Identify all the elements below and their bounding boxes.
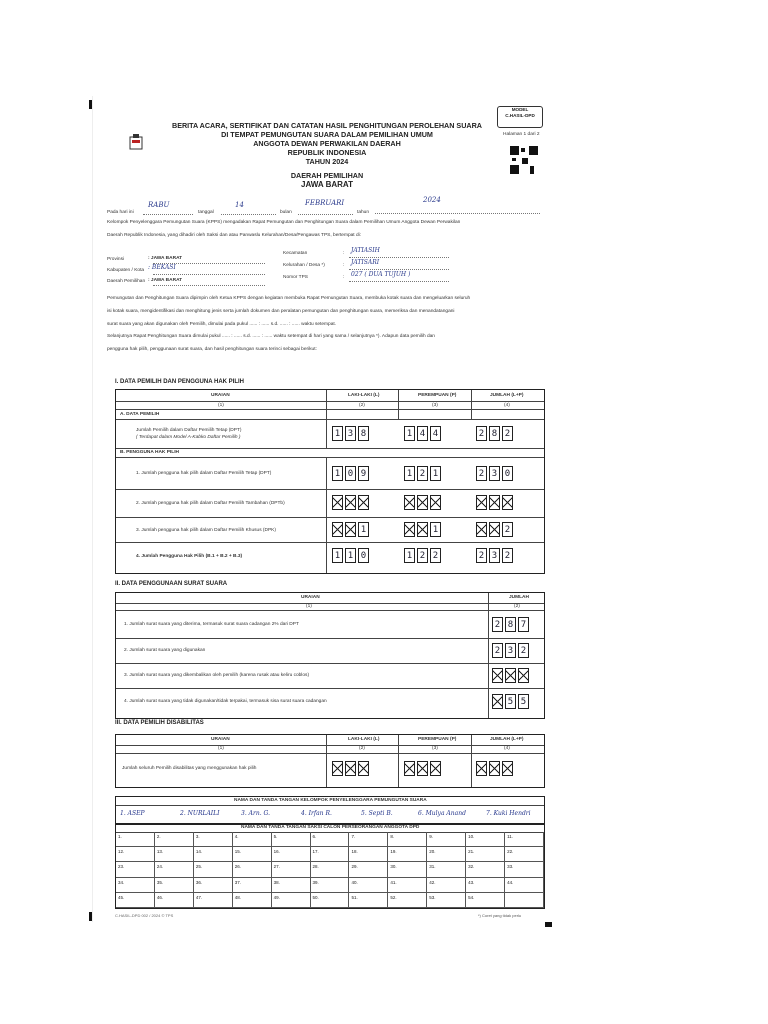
b4-t-digits[interactable] [476,548,513,563]
saksi-number: 45. [118,894,125,900]
body-line-4: Selanjutnya Rapat Penghitungan Suara dimulai pukul ...... : ...... s.d. ...... : ...... waktu setempat di hari yang sama / selanjutnya *). Adapun data pemilih dan [107,334,435,339]
digit-box[interactable]: 2 [417,466,428,481]
section-b-title: B. PENGGUNA HAK PILIH [120,450,179,455]
s2-row-2-digits[interactable] [492,643,529,658]
intro-line-2: Daerah Republik Indonesia, yang dihadiri oleh Saksi dan atau Panwaslu Kelurahan/Desa/Pengawas TPS, bertempat di: [107,233,362,238]
section-3-table [115,734,545,788]
saksi-cell[interactable] [466,847,505,862]
saksi-number: 37. [234,879,241,885]
col-perempuan: PEREMPUAN (P) [418,393,457,398]
saksi-number: 49. [273,894,280,900]
crossed-digit-box[interactable] [332,761,343,776]
digit-box[interactable]: 0 [345,466,356,481]
saksi-number: 44. [507,879,514,885]
crossed-digit-box[interactable] [489,522,500,537]
saksi-cell[interactable] [194,862,233,877]
saksi-number: 9. [429,834,434,839]
saksi-title: NAMA DAN TANDA TANGAN SAKSI CALON PERSEORANGAN ANGGOTA DPD [241,825,420,830]
saksi-cell[interactable] [427,847,466,862]
digit-box[interactable]: 1 [430,466,441,481]
s3-col-perempuan: PEREMPUAN (P) [418,737,457,742]
saksi-number: 23. [118,864,125,870]
s2-row-3-digits[interactable] [492,668,529,683]
digit-box[interactable]: 1 [332,466,343,481]
saksi-cell[interactable] [388,832,427,847]
footer-right: *) Coret yang tidak perlu [478,913,522,918]
body-line-5: pengguna hak pilih, penggunaan surat suara, dan hasil penghitungan suara terinci sebagai berikut: [107,347,317,352]
saksi-cell[interactable] [505,893,544,908]
crossed-digit-box[interactable] [332,495,343,510]
crossed-digit-box[interactable] [417,761,428,776]
crossed-digit-box[interactable] [518,668,529,683]
body-line-1: Pemungutan dan Penghitungan Suara dipimpin oleh Ketua KPPS dengan kegiatan membuka Rapat Pemungutan Suara, membuka kotak suara dan mengeluarkan seluruh [107,296,471,301]
s3-row: Jumlah seluruh Pemilih disabilitas yang menggunakan hak pilih [122,766,257,771]
s3-col-laki: LAKI-LAKI (L) [348,737,380,742]
crossed-digit-box[interactable] [404,522,415,537]
saksi-grid [116,832,544,908]
saksi-number: 46. [156,894,164,900]
saksi-cell[interactable] [116,832,155,847]
idx-2: (2) [359,403,365,408]
year-label: tahun [357,210,370,215]
month-label: bulan [280,210,292,215]
s3-idx-3: (3) [432,746,438,751]
saksi-number: 32. [468,864,475,870]
month-field[interactable]: FEBRUARI [305,199,345,207]
saksi-number: 53. [429,894,436,900]
saksi-cell[interactable] [272,862,311,877]
saksi-number: 26. [234,864,241,870]
digit-box[interactable]: 1 [332,426,343,441]
saksi-cell[interactable] [233,847,272,862]
b3-p-digits[interactable] [404,522,441,537]
saksi-cell[interactable] [505,847,544,862]
saksi-number: 35. [156,879,164,885]
s2-col-uraian: URAIAN [301,595,320,600]
dpt-label-1: Jumlah Pemilih dalam Daftar Pemilih Tetap (DPT) [136,428,242,433]
saksi-cell[interactable] [116,878,155,893]
title-line-3: ANGGOTA DEWAN PERWAKILAN DAERAH [253,139,401,148]
saksi-cell[interactable] [194,893,233,908]
saksi-cell[interactable] [388,847,427,862]
crossed-digit-box[interactable] [502,495,513,510]
s2-idx-1: (1) [306,604,312,609]
kpps-sign-1[interactable]: 1. ASEP [120,810,145,817]
b2-l-digits[interactable] [332,495,369,510]
saksi-number: 8. [390,834,395,839]
saksi-cell[interactable] [388,893,427,908]
title-line-2: DI TEMPAT PEMUNGUTAN SUARA DALAM PEMILIHAN UMUM [221,130,433,139]
saksi-number: 42. [429,879,436,885]
s3-col-uraian: URAIAN [211,737,230,742]
s2-row-3: 3. Jumlah surat suara yang dikembalikan oleh pemilih (karena rusak atau keliru coblos) [124,673,310,678]
saksi-number: 12. [118,849,125,855]
digit-box[interactable]: 5 [505,694,516,709]
digit-box[interactable]: 3 [489,466,500,481]
digit-box[interactable]: 2 [430,548,441,563]
s2-idx-2: (2) [514,604,520,609]
saksi-cell[interactable] [194,878,233,893]
saksi-cell[interactable] [466,893,505,908]
saksi-number: 51. [351,894,358,900]
idx-1: (1) [218,403,224,408]
saksi-number: 10. [468,834,475,839]
digit-box[interactable]: 1 [345,548,356,563]
crossed-digit-box[interactable] [404,761,415,776]
kabkota-value[interactable]: : BEKASI [148,264,176,271]
saksi-number: 28. [312,864,319,870]
crossed-digit-box[interactable] [430,761,441,776]
saksi-number: 17. [312,849,319,855]
crossed-digit-box[interactable] [332,522,343,537]
saksi-cell[interactable] [155,862,194,877]
dpt-t-digits[interactable] [476,426,513,441]
kelurahan-label: Kelurahan / Desa *) [283,263,325,268]
digit-box[interactable]: 0 [502,466,513,481]
saksi-cell[interactable] [427,893,466,908]
digit-box[interactable]: 0 [358,548,369,563]
region-value: JAWA BARAT [301,180,353,189]
digit-box[interactable]: 4 [417,426,428,441]
dis-t-digits[interactable] [476,761,513,776]
crossed-digit-box[interactable] [476,761,487,776]
b1-t-digits[interactable] [476,466,513,481]
saksi-cell[interactable] [349,862,388,877]
s3-idx-1: (1) [218,746,224,751]
s3-idx-4: (4) [504,746,510,751]
crossed-digit-box[interactable] [492,668,503,683]
b3-l-digits[interactable] [332,522,369,537]
s2-row-2: 2. Jumlah surat suara yang digunakan [124,648,206,653]
dapil-label: Daerah Pemilihan [107,279,146,284]
saksi-cell[interactable] [311,878,350,893]
s3-idx-2: (2) [359,746,365,751]
model-code: C.HASIL-DPD [505,112,535,118]
saksi-number: 4. [234,834,239,839]
saksi-number: 50. [312,894,319,900]
saksi-cell[interactable] [311,893,350,908]
saksi-cell[interactable] [233,832,272,847]
saksi-number: 43. [468,879,475,885]
idx-4: (4) [504,403,510,408]
digit-box[interactable]: 2 [502,522,513,537]
crossed-digit-box[interactable] [430,495,441,510]
section-2-table [115,592,545,719]
crossed-digit-box[interactable] [417,522,428,537]
saksi-number: 5. [273,834,278,839]
title-line-4: REPUBLIK INDONESIA [287,148,367,157]
saksi-number: 21. [468,849,475,855]
saksi-number: 22. [507,849,514,855]
saksi-number: 27. [273,864,280,870]
saksi-number: 15. [234,849,241,855]
crossed-digit-box[interactable] [476,495,487,510]
saksi-number: 29. [351,864,358,870]
saksi-number: 20. [429,849,436,855]
body-line-2: isi kotak suara, mengidentifikasi dan menghitung jenis serta jumlah dokumen dan peralatan pemungutan dan penghitungan suara, memeriksa dan menandatangani [107,309,455,314]
dis-p-digits[interactable] [404,761,441,776]
saksi-cell[interactable] [466,862,505,877]
b1-l-digits[interactable] [332,466,369,481]
digit-box[interactable]: 2 [476,548,487,563]
digit-box[interactable]: 8 [358,426,369,441]
saksi-cell[interactable] [155,878,194,893]
saksi-number: 7. [351,834,356,839]
saksi-number: 52. [390,894,397,900]
tps-label: Nomor TPS [283,275,308,280]
dpt-label-2: ( Terdapat dalam Model A-Kabko Daftar Pemilih ) [136,435,241,440]
s3-col-jumlah: JUMLAH (L+P) [490,737,524,742]
col-laki: LAKI-LAKI (L) [348,393,380,398]
section-2-title: II. DATA PENGGUNAAN SURAT SUARA [115,581,228,587]
crossed-digit-box[interactable] [345,761,356,776]
idx-3: (3) [432,403,438,408]
kpps-sign-6[interactable]: 6. Mulya Anand [418,810,466,817]
footer-left: C.HASIL-DPD 002 / 2024 © TPS [115,913,174,918]
saksi-cell[interactable] [466,878,505,893]
saksi-number: 14. [195,849,203,855]
crossed-digit-box[interactable] [492,694,503,709]
section-1-table [115,389,545,574]
year-field[interactable]: 2024 [423,196,441,204]
digit-box[interactable]: 2 [417,548,428,563]
saksi-number: 13. [156,849,164,855]
title-line-1: BERITA ACARA, SERTIFIKAT DAN CATATAN HASIL PENGHITUNGAN PEROLEHAN SUARA [172,121,482,130]
saksi-cell[interactable] [388,878,427,893]
digit-box[interactable]: 3 [345,426,356,441]
saksi-cell[interactable] [272,832,311,847]
body-line-3: surat suara yang akan digunakan oleh Pemilih, dimulai pada pukul ...... : ...... s.d. ...... : ...... waktu setempat. [107,322,337,327]
dpt-p-digits[interactable] [404,426,441,441]
kpps-sign-5[interactable]: 5. Septi B. [361,810,393,817]
provinsi-value: : JAWA BARAT [148,256,183,261]
saksi-number: 19. [390,849,397,855]
digit-box[interactable]: 9 [358,466,369,481]
kpps-sign-3[interactable]: 3. Arn. G. [241,810,270,817]
saksi-number: 25. [195,864,203,870]
saksi-cell[interactable] [311,847,350,862]
saksi-cell[interactable] [427,862,466,877]
crossed-digit-box[interactable] [417,495,428,510]
kpps-sign-2[interactable]: 2. NURLAILI [180,810,220,817]
section-3-title: III. DATA PEMILIH DISABILITAS [115,720,204,726]
saksi-number: 31. [429,864,436,870]
model-label: MODEL [511,107,529,112]
saksi-number: 16. [273,849,280,855]
dapil-value: : JAWA BARAT [148,278,183,283]
col-jumlah: JUMLAH (L+P) [490,393,524,398]
col-uraian: URAIAN [211,393,230,398]
saksi-cell[interactable] [311,832,350,847]
form-page: MODEL C.HASIL-DPD Halaman 1 dari 2 BERITA ACARA, SERTIFIKAT DAN CATATAN HASIL PENGHITUNGAN PEROLEHAN SUARA DI TEMPAT PEMUNGUTAN SUARA DALAM PEMILIHAN UMUM ANGGOTA DEWAN PERWAKILAN DAERAH REPUBLIK INDONESIA TAHUN 2024 DAERAH PEMILIHAN JAWA BARAT Pada hari ini RABU tanggal 14 bulan FEBRUARI tahun 2024 Kelompok Penyelenggara Pemungutan Suara (KPPS) mengadakan Rapat Pemungutan dan Penghitungan Suara dalam Pemilihan Umum Anggota Dewan Perwakilan Daerah Republik Indonesia, yang dihadiri oleh Saksi dan atau Panwaslu Kelurahan/Desa/Pengawas TPS, bertempat di: Provinsi : JAWA BARAT Kabupaten / Kota : BEKASI Daerah Pemilihan : JAWA BARAT Kecamatan : JATIASIH Kelurahan / Desa *) : JATISARI Nomor TPS : 027 ( DUA TUJUH ) Pemungutan dan Penghitungan Suara dipimpin oleh Ketua KPPS dengan kegiatan membuka Rapat Pemungutan Suara, membuka kotak suara dan mengeluarkan seluruh isi kotak suara, mengidentifikasi dan menghitung jenis serta jumlah dokumen dan peralatan pemungutan dan penghitungan suara, memeriksa dan menandatangani surat suara yang akan digunakan oleh Pemilih, dimulai pada pukul ...... : ...... s.d. ...... : ...... waktu setempat. Selanjutnya Rapat Penghitungan Suara dimulai pukul ...... : ...... s.d. ...... : ...... waktu setempat di hari yang sama / selanjutnya *). Adapun data pemilih dan pengguna hak pilih, penggunaan surat suara, dan hasil penghitungan suara terinci sebagai berikut: I. DATA PEMILIH DAN PENGGUNA HAK PILIH URAIAN LAKI-LAKI (L) PEREMPUAN (P) JUMLAH (L+P) (1) (2) (3) (4) A. DATA PEMILIH Jumlah Pemilih dalam Daftar Pemilih Tetap (DPT) ( Terdapat dalam Model A-Kabko Daftar Pemilih ) B. PENGGUNA HAK PILIH 1. Jumlah pengguna hak pilih dalam Daftar Pemilih Tetap (DPT) 2. Jumlah pengguna hak pilih dalam Daftar Pemilih Tambahan (DPTb) 3. Jumlah pengguna hak pilih dalam Daftar Pemilih Khusus (DPK) 4. Jumlah Pengguna Hak Pilih (B.1 + B.2 + B.3) 1 3 8 1 4 4 2 8 2 1 0 9 1 2 1 2 3 0 1 1 2 1 1 0 1 2 2 2 3 2 II. DATA PENGGUNAAN SURAT SUARA URAIAN JUMLAH (1) (2) 1. Jumlah surat suara yang diterima, termasuk surat suara cadangan 2% dari DPT 2. Jumlah surat suara yang digunakan 3. Jumlah surat suara yang dikembalikan oleh pemilih (karena rusak atau keliru coblos) 4. Jumlah surat suara yang tidak digunakan/tidak terpakai, termasuk sisa surat suara cadangan 2 8 7 2 3 2 5 5 III. DATA PEMILIH DISABILITAS URAIAN LAKI-LAKI (L) PEREMPUAN (P) JUMLAH (L+P) (1) (2) (3) (4) Jumlah seluruh Pemilih disabilitas yang menggunakan hak pilih NAMA DAN TANDA TANGAN KELOMPOK PENYELENGGARA PEMUNGUTAN SUARA 1. ASEP 2. NURLAILI 3. Arn. G. 4. Irfan R. 5. Septi B. 6. Mulya Anand 7. Kuki Hendri NAMA DAN TANDA TANGAN SAKSI CALON PERSEORANGAN ANGGOTA DPD 1. 2. 3. 4. 5. 6. 7. 8. 9. 10. 11. 12. 13. 14. 15. 16. 17. 18. 19. 20. 21. 22. 23. 24. 25. 26. 27. 28. 29. 30. 31. 32. 33. 34. 35. 36. 37. 38. 39. 40. 41. 42. 43. 44. 45. 46. 47. 48. 49. 50. 51. 52. 53. 54. C.HASIL-DPD 002 / 2024 © TPS *) Coret yang tidak perlu [92,96,561,922]
digit-box[interactable]: 1 [358,522,369,537]
kabkota-label: Kabupaten / Kota [107,268,145,273]
kpps-sign-7[interactable]: 7. Kuki Hendri [486,810,531,817]
digit-box[interactable]: 2 [502,426,513,441]
saksi-number: 34. [118,879,125,885]
crossed-digit-box[interactable] [345,522,356,537]
day-field[interactable]: RABU [148,201,170,209]
saksi-cell[interactable] [233,862,272,877]
crossed-digit-box[interactable] [404,495,415,510]
date-field[interactable]: 14 [235,201,244,209]
day-label: Pada hari ini [107,210,134,215]
saksi-cell[interactable] [233,878,272,893]
digit-box[interactable]: 1 [404,426,415,441]
b2-label: 2. Jumlah pengguna hak pilih dalam Daftar Pemilih Tambahan (DPTb) [136,501,285,506]
saksi-number: 39. [312,879,319,885]
saksi-cell[interactable] [349,893,388,908]
digit-box[interactable]: 4 [430,426,441,441]
saksi-cell[interactable] [116,862,155,877]
crossed-digit-box[interactable] [358,495,369,510]
b4-p-digits[interactable] [404,548,441,563]
saksi-number: 18. [351,849,358,855]
saksi-number: 24. [156,864,164,870]
saksi-cell[interactable] [311,862,350,877]
b1-p-digits[interactable] [404,466,441,481]
title-line-5: TAHUN 2024 [305,157,349,166]
digit-box[interactable]: 2 [476,426,487,441]
dpt-l-digits[interactable] [332,426,369,441]
saksi-number: 48. [234,894,241,900]
page-indicator: Halaman 1 dari 2 [503,132,540,137]
saksi-number: 11. [507,834,513,839]
saksi-cell[interactable] [505,862,544,877]
digit-box[interactable]: 7 [518,617,529,632]
saksi-cell[interactable] [233,893,272,908]
crossed-digit-box[interactable] [358,761,369,776]
b2-t-digits[interactable] [476,495,513,510]
saksi-number: 2. [156,834,161,839]
kpps-sign-4[interactable]: 4. Irfan R. [301,810,332,817]
s2-row-4: 4. Jumlah surat suara yang tidak digunakan/tidak terpakai, termasuk sisa surat suara cadangan [124,699,327,704]
b3-t-digits[interactable] [476,522,513,537]
digit-box[interactable]: 3 [489,548,500,563]
section-1-title: I. DATA PEMILIH DAN PENGGUNA HAK PILIH [115,379,244,385]
crossed-digit-box[interactable] [502,761,513,776]
digit-box[interactable]: 3 [505,643,516,658]
saksi-cell[interactable] [116,847,155,862]
saksi-number: 30. [390,864,397,870]
crossed-digit-box[interactable] [505,668,516,683]
provinsi-label: Provinsi [107,257,125,262]
saksi-cell[interactable] [194,847,233,862]
saksi-cell[interactable] [155,832,194,847]
saksi-cell[interactable] [116,893,155,908]
tps-value[interactable]: 027 ( DUA TUJUH ) [351,271,411,278]
b4-label: 4. Jumlah Pengguna Hak Pilih (B.1 + B.2 + B.3) [136,554,243,559]
digit-box[interactable]: 2 [518,643,529,658]
saksi-number: 3. [195,834,200,839]
crossed-digit-box[interactable] [489,761,500,776]
digit-box[interactable]: 8 [489,426,500,441]
saksi-cell[interactable] [427,878,466,893]
digit-box[interactable]: 1 [430,522,441,537]
saksi-number: 41. [390,879,397,885]
saksi-cell[interactable] [194,832,233,847]
digit-box[interactable]: 1 [332,548,343,563]
b1-label: 1. Jumlah pengguna hak pilih dalam Daftar Pemilih Tetap (DPT) [136,471,272,476]
saksi-cell[interactable] [272,847,311,862]
saksi-cell[interactable] [349,847,388,862]
saksi-cell[interactable] [349,878,388,893]
saksi-number: 38. [273,879,280,885]
kecamatan-label: Kecamatan [283,251,308,256]
digit-box[interactable]: 1 [404,548,415,563]
kpps-signature-table [115,796,545,825]
digit-box[interactable]: 2 [502,548,513,563]
saksi-number: 1. [118,834,122,839]
saksi-number: 6. [312,834,317,839]
saksi-cell[interactable] [388,862,427,877]
crossed-digit-box[interactable] [476,522,487,537]
saksi-cell[interactable] [427,832,466,847]
crossed-digit-box[interactable] [489,495,500,510]
b3-label: 3. Jumlah pengguna hak pilih dalam Daftar Pemilih Khusus (DPK) [136,528,276,533]
crossed-digit-box[interactable] [345,495,356,510]
b2-p-digits[interactable] [404,495,441,510]
date-label: tanggal [198,210,214,215]
saksi-number: 47. [195,894,203,900]
saksi-cell[interactable] [155,893,194,908]
s2-row-1-digits[interactable] [492,617,529,632]
kelurahan-value[interactable]: JATISARI [351,259,380,266]
saksi-number: 54. [468,894,475,900]
saksi-cell[interactable] [349,832,388,847]
kpps-title: NAMA DAN TANDA TANGAN KELOMPOK PENYELENGGARA PEMUNGUTAN SUARA [234,798,427,803]
saksi-number: 36. [195,879,203,885]
saksi-signature-table [115,823,545,909]
s2-row-1: 1. Jumlah surat suara yang diterima, termasuk surat suara cadangan 2% dari DPT [124,622,299,627]
section-a-title: A. DATA PEMILIH [120,412,160,417]
saksi-cell[interactable] [155,847,194,862]
kecamatan-value[interactable]: JATIASIH [351,247,380,254]
s2-col-jumlah: JUMLAH [509,595,529,600]
digit-box[interactable]: 8 [505,617,516,632]
digit-box[interactable]: 2 [492,617,503,632]
saksi-cell[interactable] [272,893,311,908]
saksi-number: 40. [351,879,358,885]
saksi-cell[interactable] [505,878,544,893]
saksi-number: 33. [507,864,514,870]
s2-row-4-digits[interactable] [492,694,529,709]
b4-l-digits[interactable] [332,548,369,563]
region-label: DAERAH PEMILIHAN [290,171,364,180]
digit-box[interactable]: 1 [404,466,415,481]
saksi-cell[interactable] [505,832,544,847]
dis-l-digits[interactable] [332,761,369,776]
intro-line-1: Kelompok Penyelenggara Pemungutan Suara (KPPS) mengadakan Rapat Pemungutan dan Penghitungan Suara dalam Pemilihan Umum Anggota Dewan Perwakilan [107,220,461,225]
saksi-cell[interactable] [466,832,505,847]
digit-box[interactable]: 2 [476,466,487,481]
saksi-cell[interactable] [272,878,311,893]
digit-box[interactable]: 5 [518,694,529,709]
digit-box[interactable]: 2 [492,643,503,658]
